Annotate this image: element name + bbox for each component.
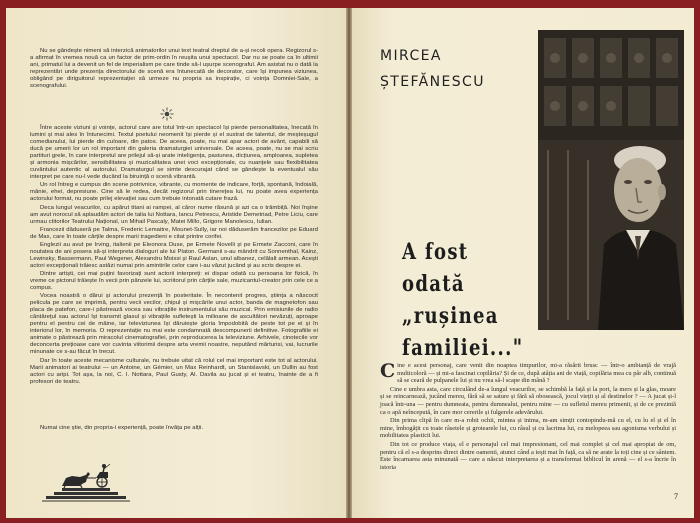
body-paragraph: Vocea noastră o dărui și actorului prezență în posteritate. În necontenit progres, știința a născocit pelicula pe care se imprimă, pentru vecii vecilor, chipul și mișcările unui actor, banda de magnetofon sau placa de patefon, care-i păstrează vocea sau vibrațiile instrumentului său muzical. Prin emisiunile de radio cântărețul sau actorul își transmit glasul și vibrațiile sufletești la milioane de ascultători nevăzuți, aproape pentru el pentru cei de mâine, iar televiziunea își dăruiește gloria împodobită de peste tot pe ei și în interiorul lor, în memoria. O reprezentație nu mai este condamnată descompunerii definitive. Fotografiile ei animate o păstrează prin miracolul cinematografiei, prin reproducerea la televiziune. Arhivele, cinotecile vor deconcerta prețioase care vor cuvinta viitorimii despre arta vremii noastre, neputând mărturisi, vai, lucrurile minunate ce s-au făcut în trecut. (30, 293, 318, 356)
closing-text: Numai cine știe, din propria-i experiență, poate învăța pe alții. (40, 425, 204, 431)
left-intro-paragraph (30, 48, 318, 90)
body-paragraph: Între aceste viziuni și voințe, actorul care are totul într-un spectacol își pierde personalitatea, înecată în lumini și mai ales în întunecimi. Textul poetului neomenit își pierde și el sustrat de talentul, de meșteșugul comedianului, lui pierde din culoare, din patos. De aceea, poate, nu mai apar actori de avânt, capabili să ducă pe umerii lor un rol important din galeria dramaturgiei universale. De aceea, poate, nu se mai scriu partituri grele, în care interpretul are prilejul să-și arate inteligența, pasiunea, dicțiunea, amploarea, supletea și armonia mișcărilor, sensibilitatea și muzicalitatea unei voci excepționale, cu nuanțele sau flexibilitatea cuvântului autentic al autorului. Dramaturgul se simte descurajat când se gândește la eventualul său interpret pe care nu-l vede ducând la biruință o scenă vibrantă. (30, 125, 318, 181)
body-paragraph: Dar în toate aceste mecanisme culturale, nu trebuie uitat că rolul cel mai important este tot al actorului. Marii animatori ai teatrului — un Antoine, un Gémier, un Max Reinhardt, un Stanislavski, un Dullin au fost actori cu aripi. Tot așa, la noi, C. I. Nottara, Paul Gusty, Al. Davila au jucat și ei teatru, înainte de a fi profesori de teatru. (30, 357, 318, 385)
intro-text: Nu se gândește nimeni să interzică animatorilor unui text teatral dreptul de a-și recoli opera. Regizorul s-a afirmat în vremea nouă ca un factor de prim-ordin în reușita unui spectacol. Dar nu se poate ca în ultimii ani, primatul lui a devenit un fel de imperialism pe care tinde să-l ușurpe scenograful. Am asistat nu o dată la reprezentări unde prezența directorului de scenă era întunecată de decorator, care își impunea viziunea, obligând pe diriguitorul reprezentației să urmeze nu propria sa inspirație, ci voința Domniei-Sale, a scenografului. (30, 48, 318, 90)
right-page (352, 8, 694, 518)
body-paragraph: Din prima clipă în care m-a robit ochii, mintea și inima, m-am simțit contopindu-mă cu el, cu lu el și el în mine, îmbogățit cu toate râsetele și grotearele lui, cu râsul și cu lacrima lui, cu melopeea sau agonisma verbului și mobilitatea plasticii lui. (380, 417, 676, 440)
drop-cap: C (380, 360, 396, 382)
body-paragraph: Englezii au avut pe Irving, italienii pe Eleonora Duse, pe Ermete Novelli și pe Ermete Zacconi, care în noutatea de ani posera să-și interpreta dialoguri ale lui Platon. Germanii s-au mândrit cu Sonnenthal, Kainz, Lewinsky, Bassermann, Paul Wegener, Alexandru Moissi și Raul Aslan, unul albanez, celălalt armean. Acești actori excepționali trăiesc astăzi numai prin amintirile celor care i-au văzut jucând și au scris despre ei. (30, 241, 318, 269)
page-number: 7 (674, 492, 678, 501)
right-body-text (380, 362, 676, 471)
body-paragraph: Dintre artiști, cei mai puțini favorizați sunt actorii interpreți: ei dispar odată cu persoana lor fizică, în vreme ce pictorul trăiește în vecii prin pânzele lui, scriitorul prin cărțile sale, muzicantul-creator prin cele ce a compus. (30, 270, 318, 292)
author-portrait-photo (538, 30, 684, 330)
body-paragraph: Din tot ce produce viața, el e personajul cel mai impresionant, cel mai complet și cel mai apropiat de om, pentru că el s-a desprins direct dintre oamenii, atunci când a ieșit mai în față, ca să ne arate la toți cine și ce sântem. Este încarnarea asta minunată — care a născut interpretarea și a transformat biblicul în arenă — el s-a încrie în istoria (380, 440, 676, 471)
body-paragraph: Francezii dăduseră pe Talma, Frederic Lemaitre, Mounet-Sully, iar noi dăduserăm francezilor pe Eduard de Max, care în toate cărțile despre marii tragedieni e citat printre corifei. (30, 226, 318, 240)
left-closing-line (30, 425, 318, 432)
portrait-illustration-icon (538, 30, 684, 330)
chariot-vignette-icon (40, 458, 132, 504)
author-last-name: ȘTEFĂNESCU (380, 74, 485, 90)
magazine-spread (6, 8, 694, 518)
opening-text: ine e acest personaj, care venit din noaptea timpurilor, mi-a răsărit brusc — într-o ambianță de vrajă multicoloră — și mi-a fascinat copilăria? Și de ce, după atâția ani de viață, copilăria mea cu pâr alb, continuă să se ceară de pulpanele lui și nu vrea să-l scape din mână ? (397, 362, 676, 385)
body-paragraph: Deca lungul veacurilor, cu apărut titani ai rampei, al căror nume răsună și azi ca o trâmbiță. Noi înșine am avut norocul să aplaudăm actori de talia lui Nottara, Iancu Petrescu, Aristide Demetriad, Petre Liciu, care urmau ctitorilor Teatrului Național, un Mihail Pascaly, Matei Millo, Grigore Manolescu, Iulian. (30, 204, 318, 225)
opening-paragraph (380, 362, 676, 385)
author-first-name: MIRCEA (380, 48, 442, 64)
left-page (6, 8, 346, 518)
sun-ornament-icon (160, 107, 174, 121)
body-paragraph: Un rol întreg e cumpus din scene potrivnice, vibrante, cu momente de indicare, forță, spontană, îndoială, mânie, ehei, depresiune. Cine să le redea, decât regizorul prin tinerețea lui, nu poate avea experiența actorului format, nu poate prilej elevației sau cum trebuie intonată cutare frază. (30, 182, 318, 203)
article-headline: A fost odată „rușinea familiei..." (402, 239, 524, 361)
left-body-text (30, 125, 318, 386)
body-paragraph: Cine e umbra asta, care circulând de-a lungul veacurilor, se schimbă la față și la port, la mers și la glas, moare și se reincarnează, jucând mereu, fără să se sature și fără să obosească, jocul vieții și al destinelor ? — A jucat și-l joacă într-una — pentru dumneata, pentru dumnealui, pentru mine — cu sufletul mereu primenit, și de ce prezintă ca o apă neîncepută, în care mor cererile și fulgerele adevărului. (380, 385, 676, 416)
